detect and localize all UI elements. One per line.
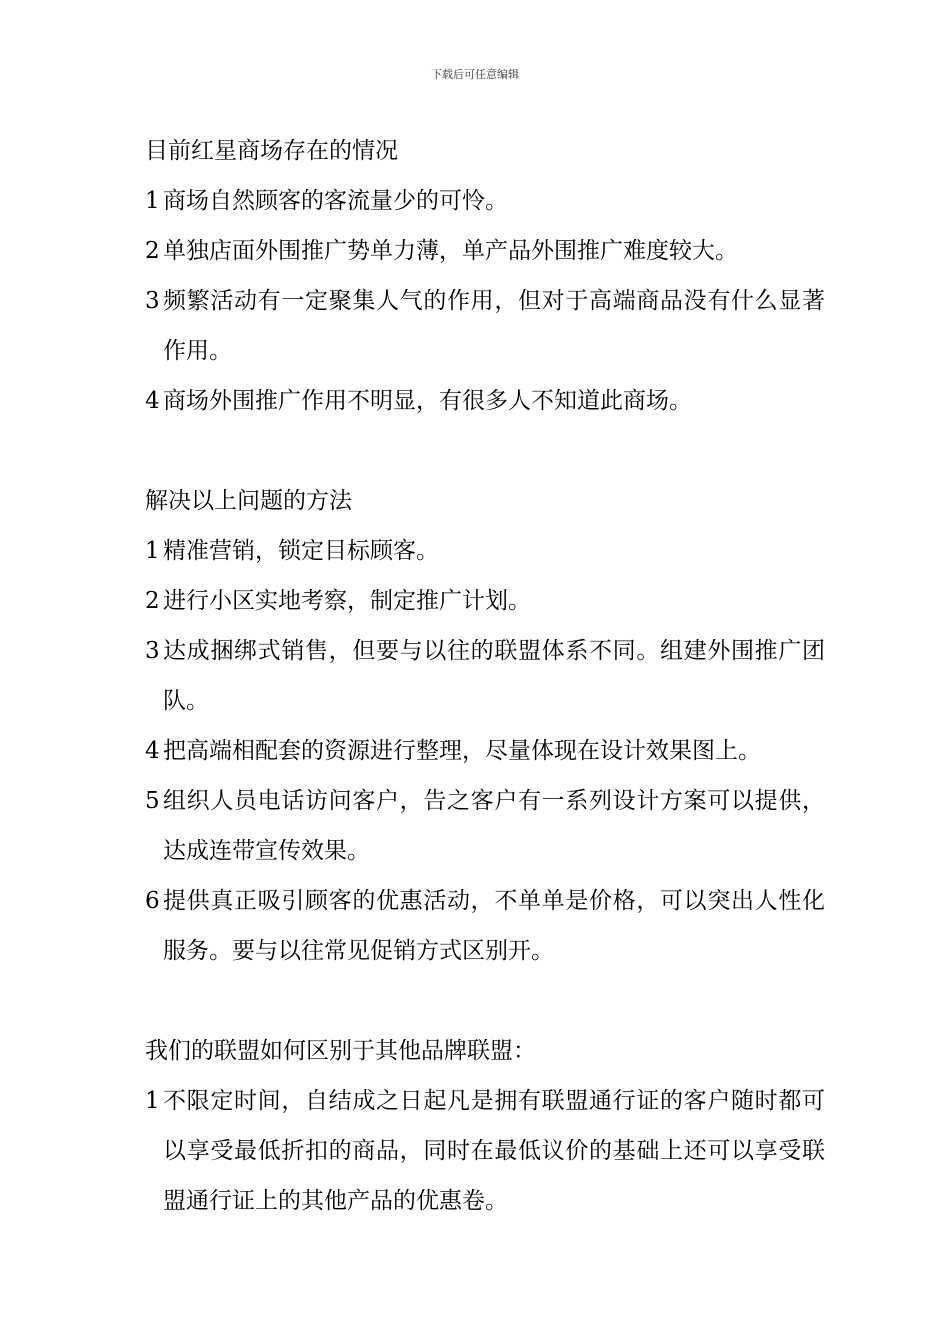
list-item	[145, 376, 825, 426]
item-number: 3	[145, 638, 160, 664]
item-text: 商场外围推广作用不明显，有很多人不知道此商场。	[163, 388, 692, 414]
item-text: 组织人员电话访问客户，告之客户有一系列设计方案可以提供，达成连带宣传效果。	[163, 788, 825, 864]
item-text: 进行小区实地考察，制定推广计划。	[163, 588, 531, 614]
list-item	[145, 876, 825, 976]
item-text: 单独店面外围推广势单力薄，单产品外围推广难度较大。	[163, 238, 738, 264]
list-item	[145, 726, 825, 776]
section-alliance-difference	[145, 1026, 825, 1226]
item-number: 5	[145, 788, 160, 814]
list-item	[145, 526, 825, 576]
list-item	[145, 276, 825, 376]
item-text: 不限定时间，自结成之日起凡是拥有联盟通行证的客户随时都可以享受最低折扣的商品，同时在最低议价的基础上还可以享受联盟通行证上的其他产品的优惠卷。	[163, 1088, 825, 1214]
item-text: 商场自然顾客的客流量少的可怜。	[163, 188, 508, 214]
list-item	[145, 576, 825, 626]
header-note: 下载后可任意编辑	[431, 68, 519, 81]
item-text: 达成捆绑式销售，但要与以往的联盟体系不同。组建外围推广团队。	[163, 638, 825, 714]
list-item	[145, 176, 825, 226]
item-text: 提供真正吸引顾客的优惠活动，不单单是价格，可以突出人性化服务。要与以往常见促销方式区别开。	[163, 888, 825, 964]
item-text: 精准营销，锁定目标顾客。	[163, 538, 439, 564]
section-gap	[145, 976, 825, 1026]
item-number: 4	[145, 738, 160, 764]
item-number: 2	[145, 588, 160, 614]
section-solutions	[145, 476, 825, 976]
item-number: 2	[145, 238, 160, 264]
item-number: 1	[145, 188, 160, 214]
item-text: 把高端相配套的资源进行整理，尽量体现在设计效果图上。	[163, 738, 761, 764]
item-number: 4	[145, 388, 160, 414]
list-item	[145, 1076, 825, 1226]
item-number: 6	[145, 888, 160, 914]
item-number: 3	[145, 288, 160, 314]
section-title: 我们的联盟如何区别于其他品牌联盟：	[145, 1038, 536, 1064]
item-number: 1	[145, 538, 160, 564]
list-item	[145, 776, 825, 876]
section-current-situation	[145, 126, 825, 426]
section-title: 解决以上问题的方法	[145, 488, 352, 514]
list-item	[145, 626, 825, 726]
item-number: 1	[145, 1088, 160, 1114]
item-text: 频繁活动有一定聚集人气的作用，但对于高端商品没有什么显著作用。	[163, 288, 825, 364]
document-body	[145, 126, 825, 1226]
list-item	[145, 226, 825, 276]
section-gap	[145, 426, 825, 476]
section-title: 目前红星商场存在的情况	[145, 138, 398, 164]
